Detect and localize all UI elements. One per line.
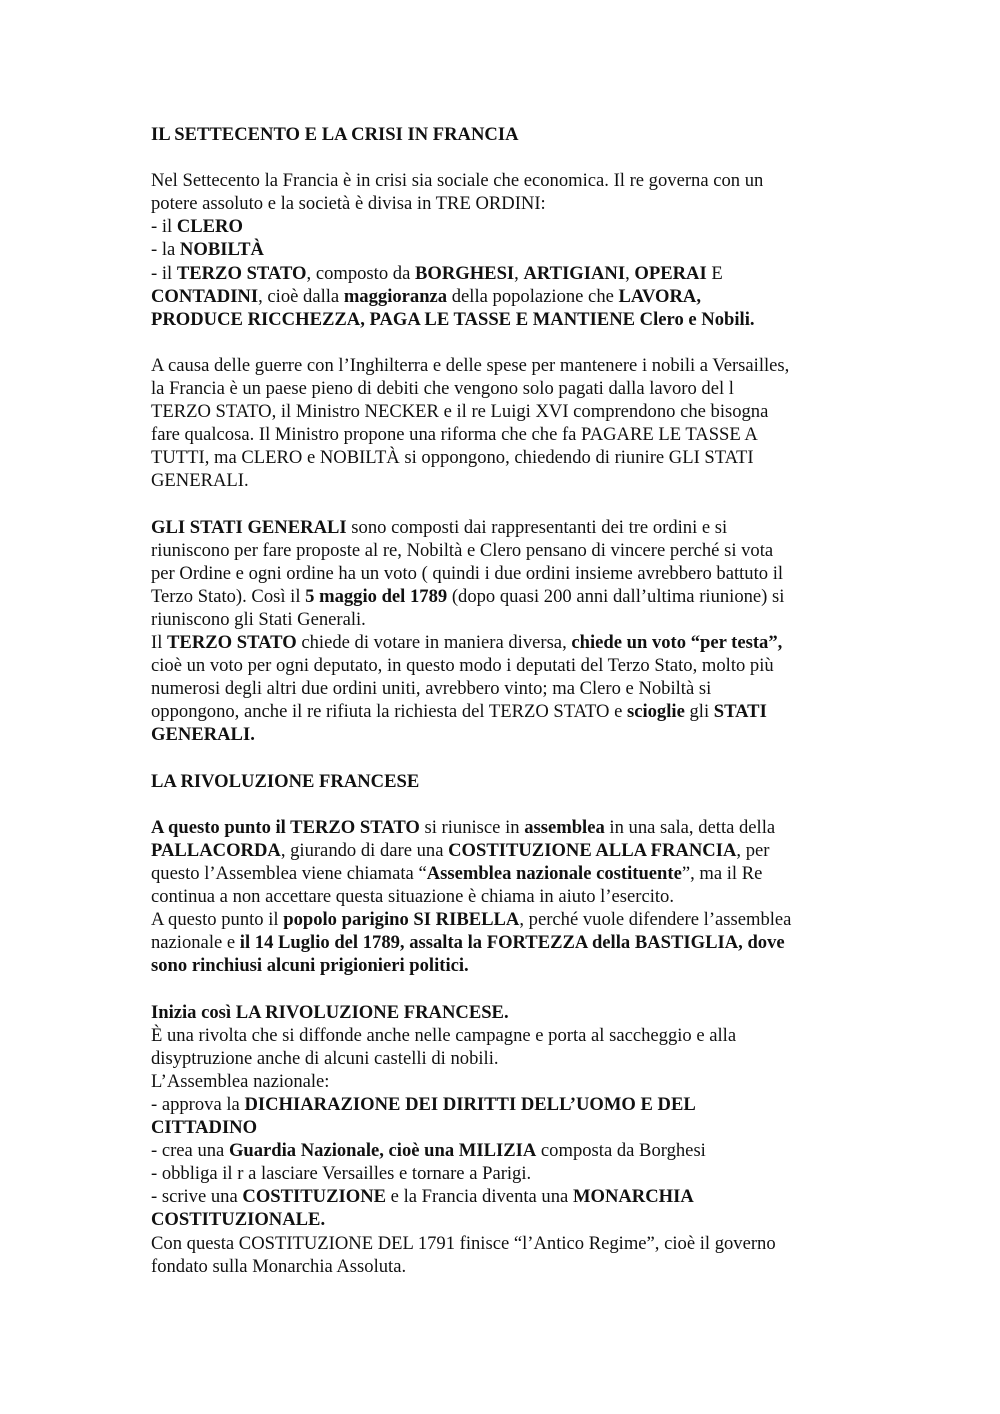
text-run: , perché vuole difendere l’assemblea — [519, 909, 792, 931]
text-run: cioè un voto per ogni deputato, in questo modo i deputati del Terzo Stato, molto più — [151, 655, 774, 677]
text-run: Il — [151, 632, 168, 654]
text-run: TERZO STATO, il Ministro NECKER e il re Luigi XVI comprendono che bisogna — [151, 401, 769, 423]
text-line — [151, 1001, 871, 1024]
text-line — [151, 700, 871, 723]
text-line — [151, 585, 871, 608]
bold-text: LA RIVOLUZIONE FRANCESE — [151, 770, 420, 792]
text-line — [151, 908, 871, 931]
bold-text: popolo parigino SI RIBELLA — [283, 909, 520, 931]
text-line — [151, 562, 871, 585]
text-line — [151, 839, 871, 862]
text-line — [151, 677, 871, 700]
blank-line — [151, 793, 871, 816]
text-run: ”, ma il Re — [681, 863, 763, 884]
text-run: - scrive una — [151, 1186, 243, 1208]
text-line — [151, 723, 871, 746]
bold-text: OPERAI — [634, 262, 707, 284]
bold-text: 5 maggio del 1789 — [305, 585, 448, 607]
bold-text: maggioranza — [343, 285, 448, 307]
text-run: , — [514, 262, 524, 284]
bold-text: IL SETTECENTO E LA CRISI IN FRANCIA — [151, 124, 519, 145]
text-run: TUTTI, ma CLERO e NOBILTÀ si oppongono, chiedendo di riunire GLI STATI — [151, 447, 754, 469]
text-line — [151, 1208, 871, 1231]
text-line — [151, 1162, 871, 1185]
text-line — [151, 169, 871, 192]
text-line — [151, 469, 871, 492]
text-run: della popolazione che — [447, 285, 619, 307]
text-run: chiede di votare in maniera diversa, — [296, 632, 572, 654]
text-line — [151, 1093, 871, 1116]
bold-text: PALLACORDA — [151, 839, 281, 861]
bold-text: BORGHESI — [414, 262, 515, 284]
text-line — [151, 1255, 871, 1278]
bold-text: TERZO STATO — [176, 262, 307, 284]
text-line — [151, 954, 871, 977]
text-run: , composto da — [306, 262, 415, 284]
text-line — [151, 400, 871, 423]
bold-text: assemblea — [524, 816, 605, 838]
text-run: A questo punto il — [151, 909, 284, 931]
text-run: per Ordine e ogni ordine ha un voto ( quindi i due ordini insieme avrebbero battuto il — [151, 562, 784, 584]
blank-line — [151, 331, 871, 354]
text-run: nazionale e — [151, 932, 240, 954]
bold-text: COSTITUZIONALE. — [151, 1209, 326, 1231]
text-run: riuniscono gli Stati Generali. — [151, 608, 366, 630]
bold-text: GENERALI. — [151, 724, 255, 746]
bold-text: STATI — [713, 701, 767, 723]
text-run: , giurando di dare una — [280, 839, 449, 861]
text-line — [151, 215, 871, 238]
text-line — [151, 1024, 871, 1047]
text-run: sono composti dai rappresentanti dei tre ordini e si — [346, 516, 728, 538]
text-line — [151, 885, 871, 908]
blank-line — [151, 146, 871, 169]
text-line — [151, 770, 871, 793]
text-line — [151, 654, 871, 677]
text-run: la Francia è un paese pieno di debiti che vengono solo pagati dalla lavoro del l — [151, 378, 734, 400]
bold-text: Inizia così LA RIVOLUZIONE FRANCESE. — [151, 1001, 509, 1023]
bold-text: COSTITUZIONE ALLA FRANCIA — [448, 839, 737, 861]
bold-text: Guardia Nazionale, cioè una MILIZIA — [228, 1140, 537, 1162]
text-run: È una rivolta che si diffonde anche nelle campagne e porta al saccheggio e alla — [151, 1024, 737, 1046]
text-run: composta da Borghesi — [536, 1140, 706, 1162]
text-line — [151, 1139, 871, 1162]
text-run: , — [625, 262, 635, 284]
text-run: numerosi degli altri due ordini uniti, avrebbero vinto; ma Clero e Nobiltà si — [151, 678, 712, 700]
text-line — [151, 423, 871, 446]
text-line — [151, 262, 871, 285]
bold-text: A questo punto il TERZO STATO — [151, 816, 420, 838]
bold-text: sono rinchiusi alcuni prigionieri politici. — [151, 955, 469, 977]
text-line — [151, 1185, 871, 1208]
bold-text: PRODUCE RICCHEZZA, PAGA LE TASSE E MANTIENE Clero e Nobili. — [151, 308, 755, 330]
text-run: Nel Settecento la Francia è in crisi sia sociale che economica. Il re governa con un — [151, 170, 764, 192]
text-run: GENERALI. — [151, 470, 249, 492]
text-run: - il — [151, 262, 177, 284]
text-run: - crea una — [151, 1140, 229, 1162]
text-line — [151, 446, 871, 469]
bold-text: DICHIARAZIONE DEI DIRITTI DELL’UOMO E DEL — [244, 1093, 696, 1115]
text-line — [151, 192, 871, 215]
text-line — [151, 238, 871, 261]
bold-text: COSTITUZIONE — [242, 1186, 387, 1208]
bold-text: il 14 Luglio del 1789, assalta la FORTEZZA della BASTIGLIA, dove — [239, 932, 785, 954]
bold-text: CITTADINO — [151, 1117, 258, 1139]
text-run: Terzo Stato). Così il — [151, 585, 306, 607]
text-run: disyptruzione anche di alcuni castelli di nobili. — [151, 1047, 499, 1069]
text-line — [151, 285, 871, 308]
text-run: , cioè dalla — [258, 285, 344, 307]
document-body — [151, 123, 871, 1278]
text-line — [151, 377, 871, 400]
text-line — [151, 516, 871, 539]
bold-text: TERZO STATO — [167, 632, 297, 654]
text-line — [151, 123, 871, 146]
text-line — [151, 931, 871, 954]
text-run: gli — [684, 701, 714, 723]
blank-line — [151, 747, 871, 770]
text-run: questo l’Assemblea viene chiamata “ — [151, 863, 427, 884]
text-run: E — [706, 262, 723, 284]
text-line — [151, 1232, 871, 1255]
bold-text: ARTIGIANI — [523, 262, 626, 284]
bold-text: Assemblea nazionale costituente — [426, 863, 682, 884]
bold-text: MONARCHIA — [572, 1186, 694, 1208]
text-line — [151, 354, 871, 377]
bold-text: GLI STATI GENERALI — [151, 516, 347, 538]
blank-line — [151, 493, 871, 516]
text-run: si riunisce in — [419, 816, 525, 838]
text-run: fare qualcosa. Il Ministro propone una riforma che che fa PAGARE LE TASSE A — [151, 424, 758, 446]
blank-line — [151, 977, 871, 1000]
bold-text: LAVORA, — [618, 285, 701, 307]
bold-text: chiede un voto “per testa”, — [571, 632, 783, 654]
text-run: - il — [151, 216, 177, 238]
text-run: fondato sulla Monarchia Assoluta. — [151, 1255, 407, 1277]
text-run: - approva la — [151, 1093, 245, 1115]
text-run: A causa delle guerre con l’Inghilterra e delle spese per mantenere i nobili a Versailles, — [151, 354, 790, 376]
text-run: L’Assemblea nazionale: — [151, 1070, 330, 1092]
text-run: , per — [736, 839, 770, 861]
text-line — [151, 862, 871, 885]
text-run: Con questa COSTITUZIONE DEL 1791 finisce “l’Antico Regime”, cioè il governo — [151, 1232, 776, 1254]
text-run: - la — [151, 239, 180, 261]
text-line — [151, 631, 871, 654]
text-run: riuniscono per fare proposte al re, Nobiltà e Clero pensano di vincere perché si vota — [151, 539, 774, 561]
text-run: e la Francia diventa una — [386, 1186, 573, 1208]
bold-text: NOBILTÀ — [179, 239, 264, 261]
text-run: in una sala, detta della — [604, 816, 776, 838]
text-run: (dopo quasi 200 anni dall’ultima riunione) si — [447, 585, 785, 607]
text-run: - obbliga il r a lasciare Versailles e tornare a Parigi. — [151, 1163, 532, 1185]
text-run: potere assoluto e la società è divisa in TRE ORDINI: — [151, 193, 546, 215]
text-line — [151, 608, 871, 631]
text-line — [151, 1116, 871, 1139]
text-line — [151, 539, 871, 562]
text-run: oppongono, anche il re rifiuta la richiesta del TERZO STATO e — [151, 701, 627, 723]
text-run: continua a non accettare questa situazione è chiama in aiuto l’esercito. — [151, 886, 674, 908]
bold-text: CONTADINI — [151, 285, 259, 307]
bold-text: CLERO — [176, 216, 243, 238]
text-line — [151, 308, 871, 331]
text-line — [151, 1070, 871, 1093]
text-line — [151, 816, 871, 839]
bold-text: scioglie — [626, 701, 685, 723]
text-line — [151, 1047, 871, 1070]
